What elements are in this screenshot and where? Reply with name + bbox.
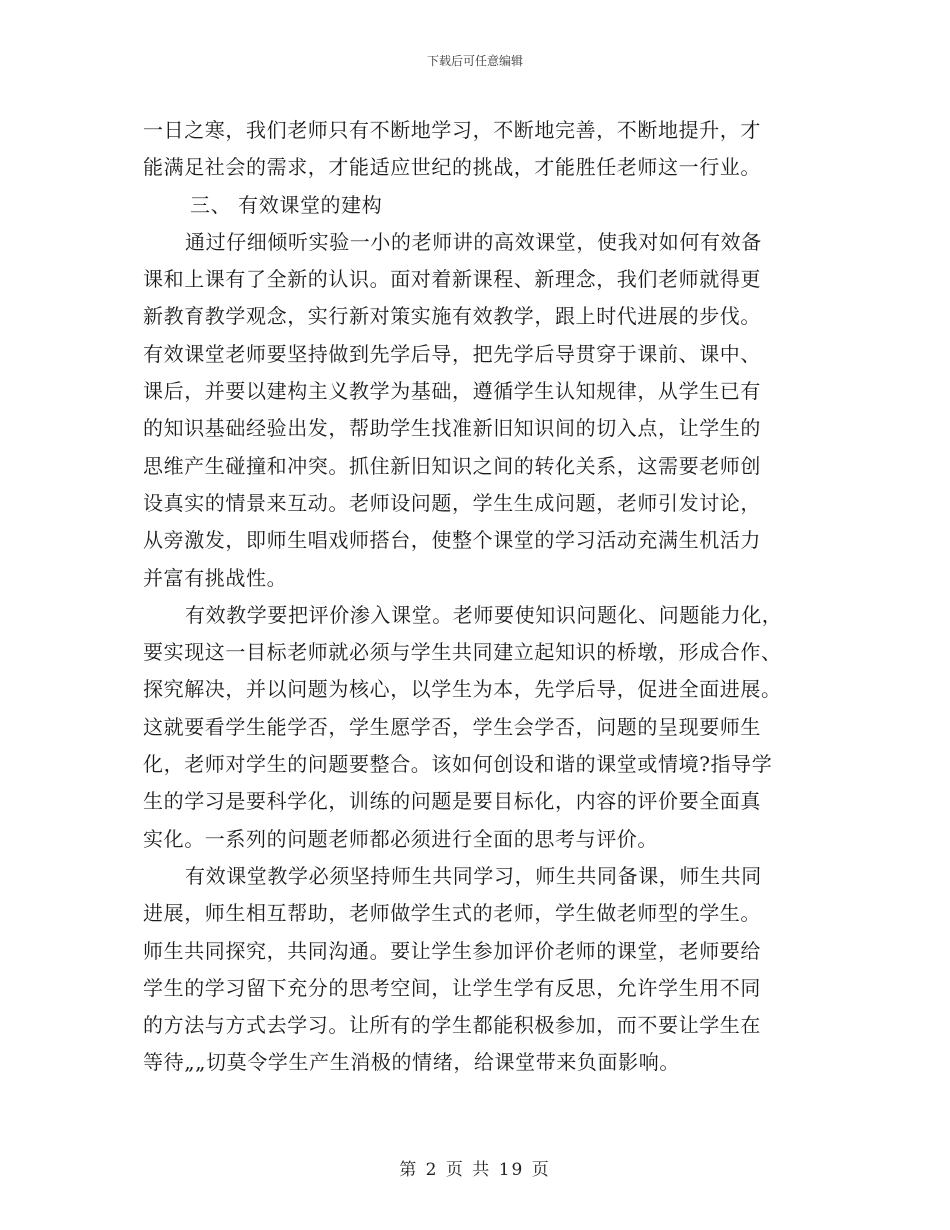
text-line: 生的学习是要科学化，训练的问题是要目标化，内容的评价要全面真	[143, 789, 761, 814]
text-line: 的方法与方式去学习。让所有的学生都能积极参加，而不要让学生在	[143, 1013, 761, 1038]
text-line: 设真实的情景来互动。老师设问题，学生生成问题，老师引发讨论，	[143, 490, 761, 515]
text-line: 实化。一系列的问题老师都必须进行全面的思考与评价。	[143, 826, 658, 851]
paragraph-first-line: 有效课堂教学必须坚持师生共同学习，师生共同备课，师生共同	[185, 863, 762, 888]
text-line: 能满足社会的需求，才能适应世纪的挑战，才能胜任老师这一行业。	[143, 155, 761, 180]
paragraph-first-line: 通过仔细倾听实验一小的老师讲的高效课堂，使我对如何有效备	[185, 229, 762, 254]
page-footer: 第 2 页 共 19 页	[399, 1160, 551, 1180]
text-line: 探究解决，并以问题为核心，以学生为本，先学后导，促进全面进展。	[143, 677, 782, 702]
text-line: 并富有挑战性。	[143, 565, 288, 590]
text-line: 要实现这一目标老师就必须与学生共同建立起知识的桥墩，形成合作、	[143, 640, 782, 665]
paragraph-first-line: 有效教学要把评价渗入课堂。老师要使知识问题化、问题能力化，	[185, 602, 783, 627]
document-body	[143, 112, 815, 1082]
text-line: 有效课堂老师要坚持做到先学后导，把先学后导贯穿于课前、课中、	[143, 341, 761, 366]
text-line: 进展，师生相互帮助，老师做学生式的老师，学生做老师型的学生。	[143, 901, 761, 926]
text-line: 课和上课有了全新的认识。面对着新课程、新理念，我们老师就得更	[143, 267, 761, 292]
text-line: 学生的学习留下充分的思考空间，让学生学有反思，允许学生用不同	[143, 975, 761, 1000]
text-line: 这就要看学生能学否，学生愿学否，学生会学否，问题的呈现要师生	[143, 714, 761, 739]
text-line: 新教育教学观念，实行新对策实施有效教学，跟上时代进展的步伐。	[143, 304, 761, 329]
text-line: 思维产生碰撞和冲突。抓住新旧知识之间的转化关系，这需要老师创	[143, 453, 761, 478]
text-line: 课后，并要以建构主义教学为基础，遵循学生认知规律，从学生已有	[143, 379, 761, 404]
text-line: 化，老师对学生的问题要整合。该如何创设和谐的课堂或情境?指导学	[143, 752, 773, 777]
section-heading: 三、 有效课堂的建构	[190, 192, 383, 217]
page-header: 下载后可任意编辑	[426, 54, 523, 68]
text-line: 师生共同探究，共同沟通。要让学生参加评价老师的课堂，老师要给	[143, 938, 761, 963]
text-line: 的知识基础经验出发，帮助学生找准新旧知识间的切入点，让学生的	[143, 416, 761, 441]
text-line: 从旁激发，即师生唱戏师搭台，使整个课堂的学习活动充满生机活力	[143, 528, 761, 553]
text-line: 等待„„切莫令学生产生消极的情绪，给课堂带来负面影响。	[143, 1050, 680, 1075]
text-line: 一日之寒，我们老师只有不断地学习，不断地完善，不断地提升，才	[143, 118, 761, 142]
